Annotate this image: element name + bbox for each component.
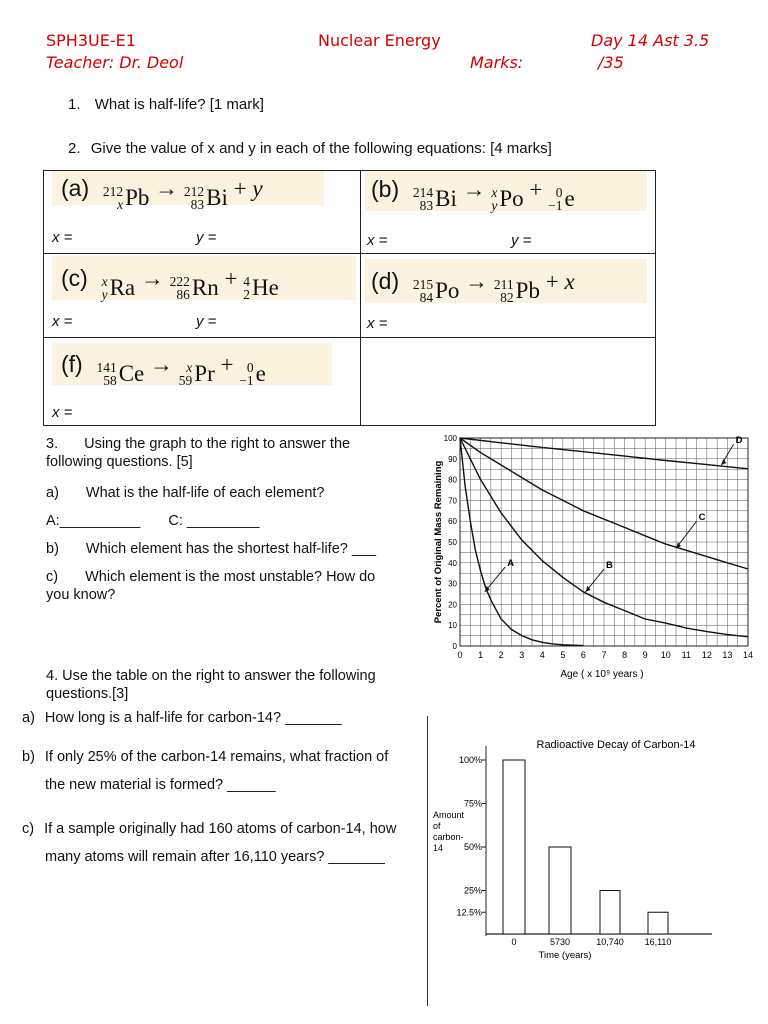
y-tick-label: 0 xyxy=(452,642,457,651)
equation-d-product-2: x xyxy=(564,269,575,294)
y-tick-label: 20 xyxy=(448,600,457,610)
x-tick-label: 8 xyxy=(622,650,628,660)
y-label-line: carbon- xyxy=(433,832,464,842)
question-4a: a) How long is a half-life for carbon-14? _______ xyxy=(22,710,342,726)
equation-b-product-2: 0 −1 e xyxy=(548,185,575,213)
x-tick-label: 13 xyxy=(722,650,733,660)
question-3c: c) Which element is the most unstable? How do you know? xyxy=(46,569,376,603)
x-tick-label: 10 xyxy=(660,650,671,660)
x-tick-label: 16,110 xyxy=(644,937,672,947)
x-tick-label: 5 xyxy=(560,650,566,660)
arrow-head-icon xyxy=(721,459,726,465)
question-2-text: Give the value of x and y in each of the following equations: [4 marks] xyxy=(90,140,552,157)
equation-a-reactant: 212 x Pb xyxy=(102,184,150,212)
equation-d-reactant: 215 84 Po xyxy=(412,277,460,305)
y-tick-label: 40 xyxy=(448,558,457,568)
question-3 xyxy=(46,435,416,471)
answer-a-y: y = xyxy=(196,229,217,246)
y-tick-label: 60 xyxy=(448,517,457,527)
arrow-icon: → xyxy=(150,352,174,377)
question-3a-blanks xyxy=(46,512,259,530)
bar-3 xyxy=(648,912,668,934)
equation-a-product-2: y xyxy=(252,176,263,201)
x-tick-label: 9 xyxy=(642,650,648,660)
question-3a: a) What is the half-life of each element? xyxy=(46,485,325,501)
question-4c: c) If a sample originally had 160 atoms of carbon-14, how many atoms will remain after 16,110 years? _______ xyxy=(22,821,397,865)
equation-d-label: (d) xyxy=(371,268,400,294)
question-1 xyxy=(68,96,264,114)
bar-chart-title: Radioactive Decay of Carbon-14 xyxy=(536,739,696,751)
bar-chart-x-label: Time (years) xyxy=(538,950,592,961)
x-tick-label: 1 xyxy=(478,650,484,660)
equation-f: (f) 141 58 Ce → x 59 Pr + 0 −1 e xyxy=(61,347,266,391)
x-tick-label: 0 xyxy=(511,937,517,947)
question-1-text: What is half-life? [1 mark] xyxy=(94,96,264,113)
y-tick-label: 30 xyxy=(448,579,457,589)
y-tick-label: 12.5% xyxy=(456,907,482,918)
y-tick-label: 10 xyxy=(448,621,457,631)
x-tick-label: 11 xyxy=(681,650,691,660)
equation-c: (c) x y Ra → 222 86 Rn + 4 2 He xyxy=(61,261,279,305)
question-4b: b) If only 25% of the carbon-14 remains, what fraction of the new material is formed? ______ xyxy=(22,749,389,793)
y-tick-label: 70 xyxy=(448,496,457,506)
x-tick-label: 7 xyxy=(601,650,607,660)
equation-c-label: (c) xyxy=(61,265,88,291)
bar-chart-y-label xyxy=(433,810,465,853)
x-tick-label: 2 xyxy=(498,650,504,660)
arrow-icon: → xyxy=(155,176,179,201)
bar-chart-bars xyxy=(503,760,668,934)
answer-c-x: x = xyxy=(52,313,73,330)
table-divider-vertical xyxy=(360,171,361,425)
arrow-icon: → xyxy=(462,177,486,202)
answer-d-x: x = xyxy=(367,315,388,332)
y-label-line: Amount xyxy=(433,810,465,820)
x-tick-label: 6 xyxy=(580,650,586,660)
equation-f-product-2: 0 −1 e xyxy=(239,360,266,388)
question-2 xyxy=(68,140,552,158)
equation-b-product-1: x y Po xyxy=(491,185,524,213)
x-tick-label: 10,740 xyxy=(596,937,624,947)
carbon-14-bar-chart xyxy=(428,716,728,976)
series-label-c: C xyxy=(698,512,706,524)
bar-1 xyxy=(549,847,571,934)
y-tick-label: 50% xyxy=(463,842,482,852)
question-4 xyxy=(46,667,416,703)
y-tick-label: 75% xyxy=(463,798,482,809)
half-life-chart xyxy=(424,428,764,688)
question-1-number: 1. xyxy=(68,96,81,113)
equation-a: (a) 212 x Pb → 212 83 Bi + y xyxy=(61,171,263,215)
y-label-line: 14 xyxy=(433,843,444,853)
y-axis-label: Percent of Original Mass Remaining xyxy=(433,460,444,624)
x-tick-label: 3 xyxy=(519,650,525,660)
arrow-icon: → xyxy=(140,266,164,291)
answer-a-x: x = xyxy=(52,229,73,246)
series-label-b: B xyxy=(606,560,613,572)
equation-c-product-1: 222 86 Rn xyxy=(169,274,219,302)
marks-label: Marks: xyxy=(470,53,524,72)
equation-b-label: (b) xyxy=(371,176,400,202)
answer-c-y: y = xyxy=(196,313,217,330)
x-axis-label: Age ( x 10⁹ years ) xyxy=(560,669,644,680)
chart-tick-labels xyxy=(444,434,753,660)
table-divider-row-2 xyxy=(44,337,655,338)
equation-f-label: (f) xyxy=(61,351,83,377)
arrow-icon: → xyxy=(465,269,489,294)
equation-f-reactant: 141 58 Ce xyxy=(96,360,145,388)
answer-b-x: x = xyxy=(367,232,388,249)
equation-d: (d) 215 84 Po → 211 82 Pb + x xyxy=(371,264,575,308)
x-tick-label: 0 xyxy=(457,650,463,660)
answer-b-y: y = xyxy=(511,232,532,249)
answer-f-x: x = xyxy=(52,404,73,421)
x-tick-label: 12 xyxy=(701,650,712,660)
y-tick-label: 100 xyxy=(443,434,457,443)
teacher-name: Teacher: Dr. Deol xyxy=(46,53,184,72)
day-assignment: Day 14 Ast 3.5 xyxy=(591,31,710,50)
table-divider-row-1 xyxy=(44,253,655,254)
equation-b: (b) 214 83 Bi → x y Po + 0 −1 e xyxy=(371,172,575,216)
worksheet-title: Nuclear Energy xyxy=(318,31,441,50)
question-3-intro-2: following questions. [5] xyxy=(46,454,193,470)
equation-a-product-1: 212 83 Bi xyxy=(183,184,228,212)
y-label-line: of xyxy=(433,821,441,831)
equation-b-reactant: 214 83 Bi xyxy=(412,185,457,213)
y-tick-label: 80 xyxy=(448,475,457,485)
equation-d-product-1: 211 82 Pb xyxy=(493,277,540,305)
blank-a[interactable]: A:__________ xyxy=(46,513,141,529)
series-label-a: A xyxy=(507,557,515,569)
chart-grid xyxy=(460,438,748,646)
marks-total: /35 xyxy=(598,53,624,72)
x-tick-label: 5730 xyxy=(549,937,571,947)
question-3b: b) Which element has the shortest half-life? ___ xyxy=(46,541,377,557)
equation-a-label: (a) xyxy=(61,175,90,201)
question-4-intro: 4. Use the table on the right to answer the following xyxy=(46,668,376,684)
y-tick-label: 25% xyxy=(463,885,482,896)
equation-c-product-2: 4 2 He xyxy=(243,274,279,302)
bar-0 xyxy=(503,760,525,934)
equation-f-product-1: x 59 Pr xyxy=(178,360,215,388)
course-code: SPH3UE-E1 xyxy=(46,31,136,50)
question-2-number: 2. xyxy=(68,140,81,157)
question-4-intro-2: questions.[3] xyxy=(46,686,129,702)
y-tick-label: 100% xyxy=(458,755,482,765)
y-tick-label: 50 xyxy=(448,538,457,547)
bar-2 xyxy=(600,891,620,935)
y-tick-label: 90 xyxy=(448,454,457,464)
x-tick-label: 14 xyxy=(742,650,754,660)
blank-c[interactable]: C: _________ xyxy=(168,513,260,529)
question-3-number: 3. xyxy=(46,436,59,452)
question-3-intro: Using the graph to the right to answer the xyxy=(84,436,351,452)
x-tick-label: 4 xyxy=(539,650,545,660)
equation-c-reactant: x y Ra xyxy=(101,274,136,302)
series-label-d: D xyxy=(735,435,743,447)
